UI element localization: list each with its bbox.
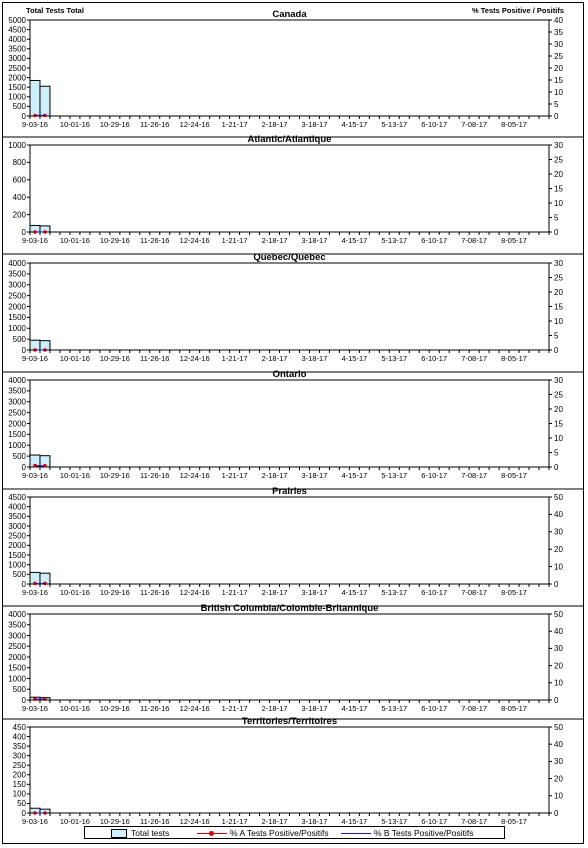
y-tick-label-left: 400 xyxy=(12,732,26,742)
y-tick-label-right: 30 xyxy=(554,258,563,268)
x-tick-label: 11-26-16 xyxy=(140,236,170,245)
x-tick-label: 7-08-17 xyxy=(461,354,488,363)
y-tick-label-right: 30 xyxy=(554,375,563,385)
x-tick-label: 10-01-16 xyxy=(59,471,90,480)
y-tick-label-left: 600 xyxy=(12,175,26,185)
legend-item-b xyxy=(341,828,474,839)
y-tick-label-right: 25 xyxy=(554,155,563,165)
y-tick-label-right: 5 xyxy=(554,99,559,109)
legend xyxy=(84,826,505,839)
x-tick-label: 3-18-17 xyxy=(301,704,328,713)
x-tick-label: 8-05-17 xyxy=(501,704,527,713)
y-tick-label-right: 0 xyxy=(554,808,559,818)
x-tick-label: 5-13-17 xyxy=(381,704,408,713)
y-tick-label-right: 15 xyxy=(554,419,563,429)
x-tick-label: 4-15-17 xyxy=(341,817,368,826)
x-tick-label: 7-08-17 xyxy=(461,817,488,826)
x-tick-label: 6-10-17 xyxy=(421,354,448,363)
y-tick-label-left: 1000 xyxy=(8,324,26,334)
panel-title: Atlantic/Atlantique xyxy=(247,134,332,145)
y-tick-label-left: 2500 xyxy=(8,408,26,418)
y-tick-label-left: 1000 xyxy=(8,441,26,451)
bar-total-tests xyxy=(40,86,50,116)
y-tick-label-right: 10 xyxy=(554,433,563,443)
y-tick-label-left: 2500 xyxy=(8,63,26,73)
y-tick-label-left: 2500 xyxy=(8,531,26,541)
y-tick-label-right: 40 xyxy=(554,510,563,520)
y-tick-label-left: 450 xyxy=(12,722,26,732)
y-tick-label-left: 0 xyxy=(21,111,26,121)
legend-line-a-swatch xyxy=(197,830,227,838)
y-tick-label-right: 20 xyxy=(554,404,563,414)
x-tick-label: 6-10-17 xyxy=(421,471,448,480)
y-tick-label-right: 15 xyxy=(554,302,563,312)
y-tick-label-left: 3000 xyxy=(8,631,26,641)
x-tick-label: 10-01-16 xyxy=(59,704,90,713)
y-tick-label-left: 500 xyxy=(12,570,26,580)
x-tick-label: 9-03-16 xyxy=(22,704,48,713)
legend-label-b: % B Tests Positive/Positifs xyxy=(374,828,474,838)
point-series-a xyxy=(33,464,37,468)
y-tick-label-left: 2000 xyxy=(8,652,26,662)
x-tick-label: 5-13-17 xyxy=(381,354,408,363)
y-tick-label-right: 10 xyxy=(554,791,563,801)
x-tick-label: 10-29-16 xyxy=(99,471,130,480)
x-tick-label: 6-10-17 xyxy=(421,236,448,245)
y-tick-label-right: 10 xyxy=(554,562,563,572)
y-tick-label-right: 30 xyxy=(554,140,563,150)
x-tick-label: 3-18-17 xyxy=(301,588,328,597)
x-tick-label: 11-26-16 xyxy=(140,354,170,363)
legend-line-b-swatch xyxy=(341,830,371,838)
y-tick-label-left: 1500 xyxy=(8,663,26,673)
legend-item-a xyxy=(197,828,329,839)
panel-title: Canada xyxy=(272,9,307,20)
y-tick-label-left: 4500 xyxy=(8,25,26,35)
y-tick-label-right: 40 xyxy=(554,15,563,25)
x-tick-label: 6-10-17 xyxy=(421,704,448,713)
x-tick-label: 1-21-17 xyxy=(221,120,248,129)
y-tick-label-right: 20 xyxy=(554,63,563,73)
y-tick-label-right: 10 xyxy=(554,678,563,688)
x-tick-label: 5-13-17 xyxy=(381,817,408,826)
y-axis-caption-left: Total Tests Total xyxy=(26,6,84,15)
x-tick-label: 8-05-17 xyxy=(501,354,527,363)
y-tick-label-right: 5 xyxy=(554,213,559,223)
plot-area xyxy=(30,614,549,700)
plot-area xyxy=(30,497,549,584)
y-tick-label-left: 3500 xyxy=(8,512,26,522)
y-tick-label-right: 15 xyxy=(554,184,563,194)
x-tick-label: 8-05-17 xyxy=(501,471,527,480)
y-tick-label-left: 800 xyxy=(12,158,26,168)
y-tick-label-left: 1000 xyxy=(8,92,26,102)
x-tick-label: 4-15-17 xyxy=(341,704,368,713)
y-tick-label-right: 10 xyxy=(554,87,563,97)
x-tick-label: 4-15-17 xyxy=(341,588,368,597)
y-tick-label-right: 50 xyxy=(554,492,563,502)
y-tick-label-left: 0 xyxy=(21,462,26,472)
y-tick-label-left: 500 xyxy=(12,102,26,112)
x-tick-label: 11-26-16 xyxy=(140,704,170,713)
y-tick-label-left: 3000 xyxy=(8,280,26,290)
x-tick-label: 2-18-17 xyxy=(261,471,288,480)
x-tick-label: 12-24-16 xyxy=(179,354,210,363)
x-tick-label: 10-29-16 xyxy=(99,120,130,129)
x-tick-label: 1-21-17 xyxy=(221,817,248,826)
y-tick-label-right: 20 xyxy=(554,661,563,671)
x-tick-label: 3-18-17 xyxy=(301,354,328,363)
y-tick-label-left: 3000 xyxy=(8,521,26,531)
y-tick-label-right: 25 xyxy=(554,390,563,400)
x-tick-label: 12-24-16 xyxy=(179,120,210,129)
y-tick-label-right: 0 xyxy=(554,111,559,121)
y-tick-label-left: 3000 xyxy=(8,54,26,64)
y-tick-label-left: 3000 xyxy=(8,397,26,407)
x-tick-label: 1-21-17 xyxy=(221,236,248,245)
y-tick-label-left: 200 xyxy=(12,210,26,220)
x-tick-label: 1-21-17 xyxy=(221,704,248,713)
x-tick-label: 10-01-16 xyxy=(59,588,90,597)
x-tick-label: 6-10-17 xyxy=(421,120,448,129)
y-tick-label-left: 3500 xyxy=(8,386,26,396)
x-tick-label: 4-15-17 xyxy=(341,471,368,480)
x-tick-label: 8-05-17 xyxy=(501,236,527,245)
y-tick-label-left: 4000 xyxy=(8,502,26,512)
x-tick-label: 9-03-16 xyxy=(22,817,48,826)
legend-bar-swatch xyxy=(111,829,127,838)
y-tick-label-right: 15 xyxy=(554,75,563,85)
plot-area xyxy=(30,263,549,350)
x-tick-label: 8-05-17 xyxy=(501,120,527,129)
y-tick-label-left: 0 xyxy=(21,345,26,355)
panel-title: Ontario xyxy=(272,369,307,380)
y-tick-label-left: 3500 xyxy=(8,620,26,630)
x-tick-label: 10-29-16 xyxy=(99,588,130,597)
x-tick-label: 11-26-16 xyxy=(140,471,170,480)
y-tick-label-right: 10 xyxy=(554,316,563,326)
y-tick-label-right: 40 xyxy=(554,740,563,749)
x-tick-label: 2-18-17 xyxy=(261,120,288,129)
x-tick-label: 7-08-17 xyxy=(461,704,488,713)
y-tick-label-left: 3500 xyxy=(8,44,26,54)
x-tick-label: 8-05-17 xyxy=(501,817,527,826)
y-tick-label-left: 2500 xyxy=(8,642,26,652)
x-tick-label: 4-15-17 xyxy=(341,354,368,363)
y-tick-label-right: 35 xyxy=(554,27,563,37)
x-tick-label: 3-18-17 xyxy=(301,120,328,129)
y-tick-label-right: 20 xyxy=(554,545,563,554)
x-tick-label: 9-03-16 xyxy=(22,588,48,597)
y-tick-label-left: 2000 xyxy=(8,73,26,83)
x-tick-label: 8-05-17 xyxy=(501,588,527,597)
x-tick-label: 10-01-16 xyxy=(59,236,90,245)
plot-area xyxy=(30,727,549,813)
x-tick-label: 12-24-16 xyxy=(179,471,210,480)
y-tick-label-left: 0 xyxy=(21,808,26,818)
y-tick-label-left: 4000 xyxy=(8,35,26,44)
x-tick-label: 5-13-17 xyxy=(381,120,408,129)
x-tick-label: 5-13-17 xyxy=(381,588,408,597)
y-tick-label-left: 2000 xyxy=(8,419,26,429)
x-tick-label: 2-18-17 xyxy=(261,354,288,363)
y-tick-label-left: 200 xyxy=(12,770,26,780)
x-tick-label: 7-08-17 xyxy=(461,120,488,129)
x-tick-label: 9-03-16 xyxy=(22,354,48,363)
y-tick-label-right: 20 xyxy=(554,169,563,179)
x-tick-label: 1-21-17 xyxy=(221,471,248,480)
x-tick-label: 4-15-17 xyxy=(341,120,368,129)
y-tick-label-right: 30 xyxy=(554,757,563,767)
x-tick-label: 9-03-16 xyxy=(22,471,48,480)
x-tick-label: 4-15-17 xyxy=(341,236,368,245)
y-tick-label-right: 30 xyxy=(554,644,563,654)
y-tick-label-left: 4000 xyxy=(8,258,26,268)
x-tick-label: 1-21-17 xyxy=(221,588,248,597)
plot-area xyxy=(30,145,549,232)
y-tick-label-right: 5 xyxy=(554,448,559,458)
x-tick-label: 10-01-16 xyxy=(59,817,90,826)
x-tick-label: 2-18-17 xyxy=(261,704,288,713)
x-tick-label: 7-08-17 xyxy=(461,588,488,597)
y-tick-label-right: 25 xyxy=(554,273,563,283)
y-tick-label-left: 1500 xyxy=(8,430,26,440)
x-tick-label: 3-18-17 xyxy=(301,236,328,245)
x-tick-label: 9-03-16 xyxy=(22,236,48,245)
x-tick-label: 10-29-16 xyxy=(99,704,130,713)
x-tick-label: 10-01-16 xyxy=(59,354,90,363)
y-tick-label-right: 0 xyxy=(554,695,559,705)
x-tick-label: 7-08-17 xyxy=(461,471,488,480)
y-tick-label-right: 5 xyxy=(554,331,559,341)
y-tick-label-right: 10 xyxy=(554,198,563,208)
y-tick-label-right: 40 xyxy=(554,627,563,636)
x-tick-label: 10-01-16 xyxy=(59,120,90,129)
y-tick-label-left: 1000 xyxy=(8,140,26,150)
y-tick-label-left: 2000 xyxy=(8,541,26,551)
y-tick-label-right: 30 xyxy=(554,39,563,49)
x-tick-label: 2-18-17 xyxy=(261,817,288,826)
x-tick-label: 9-03-16 xyxy=(22,120,48,129)
y-tick-label-left: 1500 xyxy=(8,313,26,323)
x-tick-label: 11-26-16 xyxy=(140,817,170,826)
y-tick-label-right: 0 xyxy=(554,579,559,589)
x-tick-label: 3-18-17 xyxy=(301,817,328,826)
bar-total-tests xyxy=(30,80,40,116)
y-tick-label-right: 30 xyxy=(554,527,563,537)
legend-label-a: % A Tests Positive/Positifs xyxy=(230,828,329,838)
x-tick-label: 6-10-17 xyxy=(421,817,448,826)
plot-area xyxy=(30,20,549,116)
y-tick-label-right: 20 xyxy=(554,287,563,297)
x-tick-label: 5-13-17 xyxy=(381,471,408,480)
y-tick-label-right: 25 xyxy=(554,51,563,61)
y-tick-label-left: 1000 xyxy=(8,560,26,570)
y-tick-label-left: 150 xyxy=(12,780,26,790)
y-tick-label-left: 0 xyxy=(21,579,26,589)
y-tick-label-right: 0 xyxy=(554,227,559,237)
y-tick-label-left: 5000 xyxy=(8,15,26,25)
x-tick-label: 5-13-17 xyxy=(381,236,408,245)
x-tick-label: 11-26-16 xyxy=(140,120,170,129)
panel-title: British Columbia/Colombie-Britannique xyxy=(200,603,379,614)
legend-item-total-tests xyxy=(111,828,169,839)
y-tick-label-left: 4000 xyxy=(8,375,26,385)
y-tick-label-left: 300 xyxy=(12,751,26,761)
y-tick-label-left: 1000 xyxy=(8,674,26,684)
x-tick-label: 2-18-17 xyxy=(261,588,288,597)
y-tick-label-left: 500 xyxy=(12,334,26,344)
y-tick-label-right: 50 xyxy=(554,609,563,619)
y-tick-label-left: 4500 xyxy=(8,492,26,502)
x-tick-label: 12-24-16 xyxy=(179,817,210,826)
y-tick-label-right: 20 xyxy=(554,774,563,784)
x-tick-label: 3-18-17 xyxy=(301,471,328,480)
x-tick-label: 11-26-16 xyxy=(140,588,170,597)
x-tick-label: 1-21-17 xyxy=(221,354,248,363)
legend-label-total-tests: Total tests xyxy=(131,828,170,838)
x-tick-label: 2-18-17 xyxy=(261,236,288,245)
y-tick-label-left: 350 xyxy=(12,741,26,751)
x-tick-label: 7-08-17 xyxy=(461,236,488,245)
y-tick-label-left: 400 xyxy=(12,193,26,202)
y-tick-label-left: 50 xyxy=(17,799,26,809)
x-tick-label: 10-29-16 xyxy=(99,354,130,363)
y-tick-label-left: 0 xyxy=(21,695,26,705)
x-tick-label: 10-29-16 xyxy=(99,817,130,826)
x-tick-label: 12-24-16 xyxy=(179,236,210,245)
y-tick-label-left: 100 xyxy=(12,789,26,799)
panel-title: Territories/Territoires xyxy=(241,716,338,727)
y-tick-label-left: 0 xyxy=(21,227,26,237)
y-tick-label-left: 500 xyxy=(12,685,26,695)
x-tick-label: 12-24-16 xyxy=(179,588,210,597)
y-tick-label-left: 4000 xyxy=(8,609,26,619)
y-tick-label-left: 2000 xyxy=(8,302,26,312)
x-tick-label: 12-24-16 xyxy=(179,704,210,713)
plot-area xyxy=(30,380,549,467)
y-tick-label-right: 0 xyxy=(554,345,559,355)
panel-title: Quebec/Québec xyxy=(253,252,326,263)
y-tick-label-left: 250 xyxy=(12,761,26,771)
y-tick-label-left: 1500 xyxy=(8,83,26,92)
panel-title: Prairies xyxy=(272,486,307,497)
y-tick-label-left: 500 xyxy=(12,451,26,461)
y-tick-label-right: 50 xyxy=(554,722,563,732)
x-tick-label: 6-10-17 xyxy=(421,588,448,597)
y-tick-label-left: 1500 xyxy=(8,550,26,560)
y-tick-label-left: 2500 xyxy=(8,291,26,301)
y-axis-caption-right: % Tests Positive / Positifs xyxy=(472,6,564,15)
y-tick-label-right: 0 xyxy=(554,462,559,472)
y-tick-label-left: 3500 xyxy=(8,269,26,279)
x-tick-label: 10-29-16 xyxy=(99,236,130,245)
